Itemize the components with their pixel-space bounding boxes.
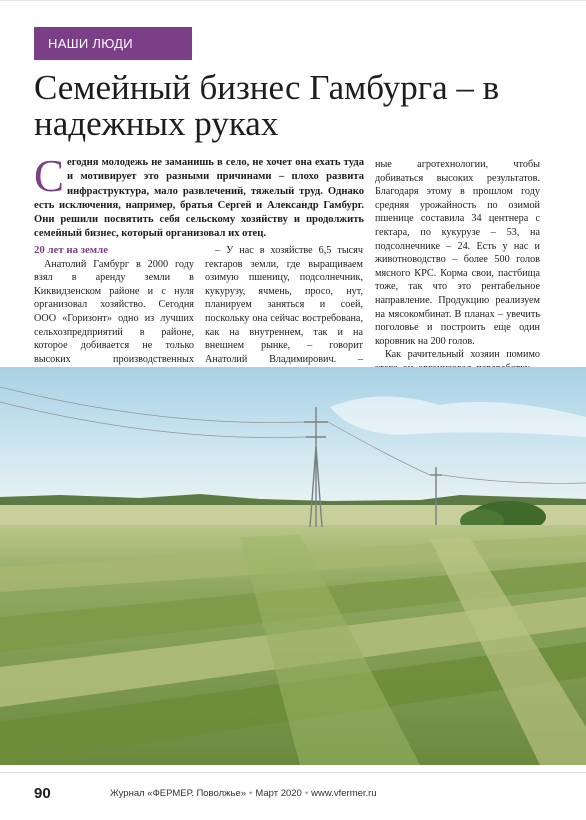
issue-date: Март 2020	[255, 788, 302, 799]
journal-name: Журнал «ФЕРМЕР. Поволжье»	[110, 788, 246, 799]
website-link[interactable]: www.vfermer.ru	[311, 788, 377, 799]
footer-rule	[0, 772, 586, 773]
article-column-1	[34, 244, 194, 365]
drop-cap: С	[34, 151, 65, 201]
top-rule	[0, 0, 586, 1]
sky	[0, 367, 586, 507]
paragraph: Как рачительный хозяин помимо	[385, 349, 540, 361]
article-column-2	[205, 244, 363, 365]
field-photo	[0, 367, 586, 765]
paragraph: ные агротехнологии, чтобы добиваться высоких результатов. Благодаря этому в прошлом году средняя урожайность по озимой пшенице составила 34 центнера с гектара, по кукурузе – 53, на подсолнечнике – 24. Есть у нас и животноводство – более 500 голов мясного КРС. Корма свои, пастбища тоже, так что это рентабельное направление. Продукцию реализуем на мясокомбинат. В планах – увечить поголовье и построить еще один коровник на 200 голов.	[375, 159, 540, 347]
footer-info	[110, 788, 377, 799]
paragraph: Анатолий Гамбург в 2000 году взял в аренду земли в Киквидзенском районе и с нуля организовал хозяйство. Сегодня ООО «Горизонт» одно из лучших сельхозпредприятий в районе, которое добивается не только высоких производственных	[34, 258, 194, 365]
bullet-separator: •	[249, 788, 253, 799]
paragraph: – У нас в хозяйстве 6,5 тысяч гектаров земли, где выращиваем озимую пшеницу, подсолнечник, кукурузу, ячмень, просо, нут, планируем заняться и соей, поскольку она сейчас востребована, как на внутреннем, так и на внешнем рынке, – говорит Анатолий Владимирович. –	[205, 245, 363, 365]
section-subhead: 20 лет на земле	[34, 244, 109, 256]
article-title: Семейный бизнес Гамбурга – в надежных руках	[34, 68, 500, 143]
bullet-separator: •	[304, 788, 309, 799]
lead-text: егодня молодежь не заманишь в село, не хочет она ехать туда и мотивирует это разными причинами – плохо развита инфраструктура, мало развлечений, тяжелый труд. Однако есть исключения, например, братья Сергей и Александр Гамбург. Они решили посвятить себя сельскому хозяйству и продолжить семейный бизнес, который организовал их отец.	[34, 157, 364, 240]
article-lead	[34, 151, 364, 242]
article-column-3	[375, 158, 540, 364]
page-number: 90	[34, 785, 51, 802]
section-rubric: НАШИ ЛЮДИ	[34, 27, 192, 60]
